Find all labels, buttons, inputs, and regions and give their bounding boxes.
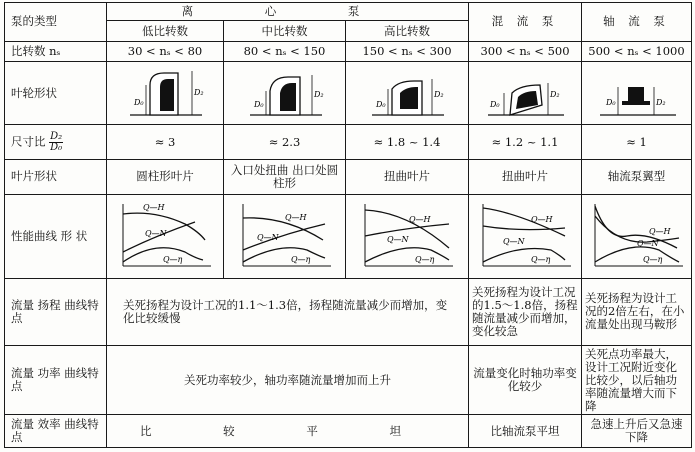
qeta-mixed: Q—η <box>531 255 551 265</box>
type-label-cell: 泵的类型 <box>5 3 107 42</box>
qh-high: Q—H <box>409 215 431 225</box>
d2-mid: D₂ <box>313 90 324 100</box>
impeller-mid-drawing <box>240 65 330 121</box>
size-ratio-den: D₀ <box>50 141 63 153</box>
size-ratio-fraction <box>49 132 63 153</box>
specific-speed-axial: 500 < nₛ < 1000 <box>582 41 692 61</box>
curve-axial-cell <box>582 194 692 278</box>
impeller-axial-cell <box>582 62 692 125</box>
qn-mid: Q—N <box>256 233 279 243</box>
blade-shape-low: 圆柱形叶片 <box>107 160 224 195</box>
curve-axial-drawing <box>587 200 687 272</box>
impeller-axial-drawing <box>592 65 682 121</box>
qn-low: Q—N <box>145 229 167 239</box>
flow-eff-label: 流量 效率 曲线特点 <box>5 415 107 448</box>
curve-low-cell <box>107 194 224 278</box>
flow-head-label: 流量 扬程 曲线特点 <box>5 278 107 345</box>
blade-shape-label: 叶片形状 <box>5 160 107 195</box>
row-impeller-shape <box>5 62 692 125</box>
curve-mid-drawing <box>235 200 335 272</box>
curve-high-drawing <box>357 200 457 272</box>
impeller-shape-label: 叶轮形状 <box>5 62 107 125</box>
qeta-mid: Q—η <box>290 255 310 265</box>
d0-axial: D₀ <box>605 98 616 108</box>
d2-low: D₂ <box>194 88 204 98</box>
impeller-mixed-drawing <box>480 65 570 121</box>
flow-head-centrifugal: 关死扬程为设计工况的1.1～1.3倍，扬程随流量减少而增加，变化比较缓慢 <box>107 278 469 345</box>
size-ratio-mixed: ≈ 1.2 ~ 1.1 <box>469 125 582 160</box>
flow-power-mixed: 流量变化时轴功率变化较少 <box>469 345 582 414</box>
curve-mid-cell <box>224 194 346 278</box>
centrifugal-header: 离 心 泵 <box>107 3 469 21</box>
curve-mixed-cell <box>469 194 582 278</box>
row-flow-efficiency <box>5 415 692 448</box>
high-speed-header: 高比转数 <box>346 21 469 41</box>
curve-low-drawing <box>115 200 215 272</box>
flow-eff-mixed: 比轴流泵平坦 <box>469 415 582 448</box>
impeller-mid-cell <box>224 62 346 125</box>
size-ratio-mid: ≈ 2.3 <box>224 125 346 160</box>
pump-type-table <box>4 2 692 448</box>
impeller-low-cell <box>107 62 224 125</box>
size-ratio-label-cell <box>5 125 107 160</box>
curve-mixed-drawing <box>475 200 575 272</box>
flow-power-axial: 关死点功率最大，设计工况附近变化比较少，以后轴功率随流量增大而下降 <box>582 345 692 414</box>
flow-power-label: 流量 功率 曲线特点 <box>5 345 107 414</box>
size-ratio-low: ≈ 3 <box>107 125 224 160</box>
row-blade-shape <box>5 160 692 195</box>
row-performance-curve <box>5 194 692 278</box>
d2-high: D₂ <box>434 90 444 100</box>
blade-shape-mid: 入口处扭曲 出口处圆柱形 <box>224 160 346 195</box>
qh-mid: Q—H <box>284 213 307 223</box>
size-ratio-num: D₂ <box>50 130 63 142</box>
qh-low: Q—H <box>143 203 165 213</box>
header-row-1 <box>5 3 692 21</box>
size-ratio-axial: ≈ 1 <box>582 125 692 160</box>
mid-speed-header: 中比转数 <box>224 21 346 41</box>
flow-head-mixed: 关死扬程为设计工况的1.5～1.8倍，扬程随流量减少而增加，变化较急 <box>469 278 582 345</box>
qn-mixed: Q—N <box>503 237 525 247</box>
specific-speed-high: 150 < nₛ < 300 <box>346 41 469 61</box>
d0-high: D₀ <box>376 100 386 110</box>
flow-head-axial: 关死扬程为设计工况的2倍左右，在小流量处出现马鞍形 <box>582 278 692 345</box>
flow-eff-centrifugal: 比 较 平 坦 <box>107 415 469 448</box>
impeller-mixed-cell <box>469 62 582 125</box>
qh-axial: Q—H <box>648 227 671 237</box>
d0-mid: D₀ <box>253 100 264 110</box>
size-ratio-high: ≈ 1.8 ~ 1.4 <box>346 125 469 160</box>
blade-shape-mixed: 扭曲叶片 <box>469 160 582 195</box>
row-specific-speed <box>5 41 692 61</box>
specific-speed-low: 30 < nₛ < 80 <box>107 41 224 61</box>
flow-power-centrifugal: 关死功率较少，轴功率随流量增加而上升 <box>107 345 469 414</box>
qeta-low: Q—η <box>163 255 183 265</box>
qeta-high: Q—η <box>415 255 435 265</box>
performance-curve-label: 性能曲线 形 状 <box>5 194 107 278</box>
d0-mixed: D₀ <box>490 100 500 110</box>
d2-mixed: D₂ <box>550 90 560 100</box>
impeller-low-drawing <box>120 65 210 121</box>
qh-mixed: Q—H <box>531 215 553 225</box>
d0-low: D₀ <box>134 98 144 108</box>
mixed-header: 混 流 泵 <box>469 3 582 42</box>
specific-speed-mid: 80 < nₛ < 150 <box>224 41 346 61</box>
blade-shape-axial: 轴流泵翼型 <box>582 160 692 195</box>
row-size-ratio <box>5 125 692 160</box>
specific-speed-mixed: 300 < nₛ < 500 <box>469 41 582 61</box>
size-ratio-label: 尺寸比 <box>11 134 46 149</box>
low-speed-header: 低比转数 <box>107 21 224 41</box>
blade-shape-high: 扭曲叶片 <box>346 160 469 195</box>
curve-high-cell <box>346 194 469 278</box>
axial-header: 轴 流 泵 <box>582 3 692 42</box>
flow-eff-axial: 急速上升后又急速下降 <box>582 415 692 448</box>
row-flow-power <box>5 345 692 414</box>
d2-axial: D₂ <box>655 98 666 108</box>
specific-speed-label: 比转数 nₛ <box>5 41 107 61</box>
impeller-high-drawing <box>362 65 452 121</box>
qeta-axial: Q—η <box>642 255 662 265</box>
qn-high: Q—N <box>387 235 409 245</box>
row-flow-head <box>5 278 692 345</box>
qn-axial: Q—N <box>636 239 659 249</box>
impeller-high-cell <box>346 62 469 125</box>
